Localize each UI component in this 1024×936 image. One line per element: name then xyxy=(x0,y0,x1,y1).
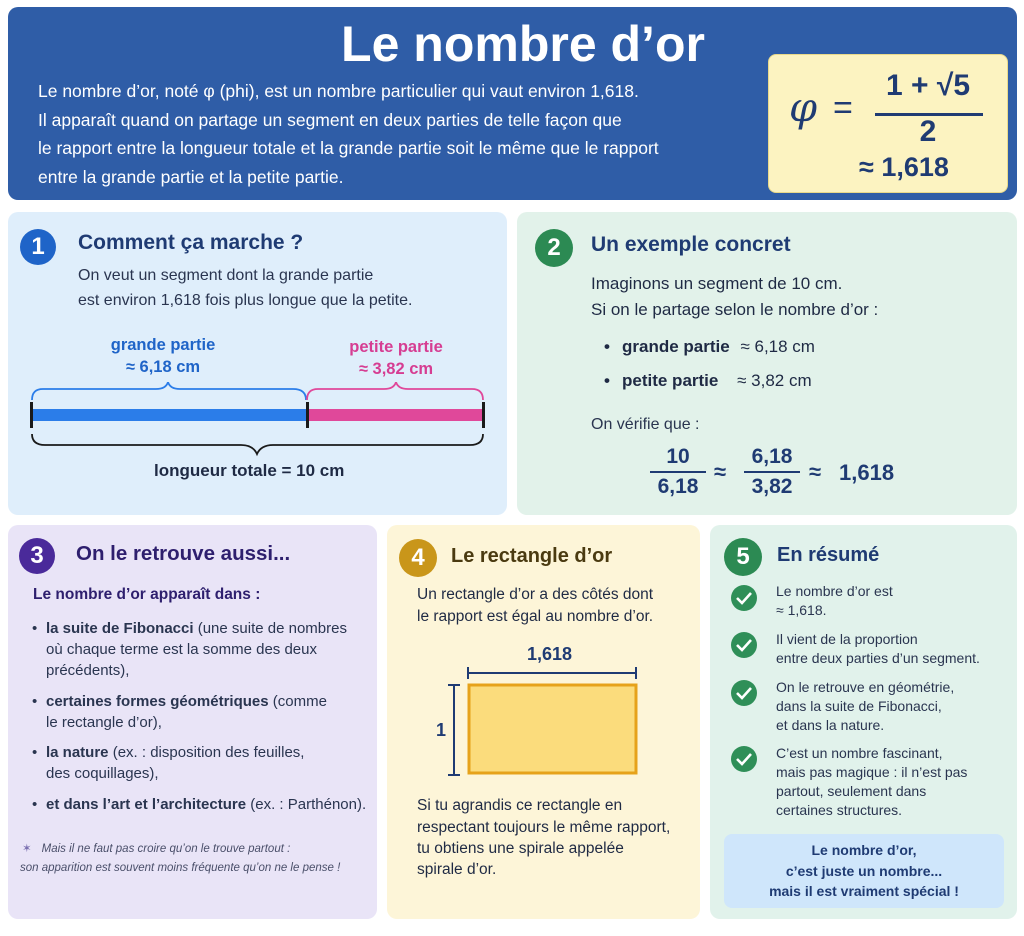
section-text-line: est environ 1,618 fois plus longue que la petite. xyxy=(78,292,413,309)
callout-line: mais il est vraiment spécial ! xyxy=(769,883,959,899)
list-item-bold: la nature xyxy=(46,744,109,761)
intro-line: Il apparaît quand on partage un segment en deux parties de telle façon que xyxy=(38,109,622,130)
equals-sign: = xyxy=(833,89,853,127)
section-title: Comment ça marche ? xyxy=(78,231,304,254)
formula-numerator: 1 + √5 xyxy=(885,69,971,102)
list-item-text: (ex. : Parthénon). xyxy=(246,796,367,813)
rectangle-height-label: 1 xyxy=(436,720,447,740)
section-summary xyxy=(710,525,1017,919)
total-length-label: longueur totale = 10 cm xyxy=(154,461,345,480)
petite-partie-value: ≈ 3,82 cm xyxy=(358,360,434,378)
fraction-bar xyxy=(650,471,706,473)
section-text-line: Si tu agrandis ce rectangle en xyxy=(417,797,623,814)
formula-denominator: 2 xyxy=(919,115,937,148)
summary-line: dans la suite de Fibonacci, xyxy=(776,698,942,714)
list-item-text: (une suite de nombres xyxy=(193,620,347,637)
petite-segment xyxy=(307,409,483,421)
check-icon xyxy=(731,746,757,772)
formula-approx: ≈ 1,618 xyxy=(859,152,949,182)
section-number-badge: 5 xyxy=(724,538,762,576)
petite-partie-name: petite partie xyxy=(349,338,443,356)
list-item-bold: et dans l’art et l’architecture xyxy=(46,796,247,813)
list-item-text: le rectangle d’or), xyxy=(46,714,162,731)
summary-callout xyxy=(724,834,1004,908)
warning-note xyxy=(20,840,340,878)
summary-line: Il vient de la proportion xyxy=(776,631,918,647)
list-item-bold: certaines formes géométriques xyxy=(46,693,269,710)
fraction-numerator: 6,18 xyxy=(751,445,793,468)
check-icon xyxy=(731,680,757,706)
result-value: 1,618 xyxy=(839,460,895,485)
list-item-art xyxy=(46,794,376,815)
intro-line: le rapport entre la longueur totale et la grande partie soit le même que le rapport xyxy=(38,138,659,158)
summary-line: partout, seulement dans xyxy=(776,783,927,799)
petite-brace xyxy=(307,382,483,400)
section-text-line: le rapport est égal au nombre d’or. xyxy=(417,608,654,625)
section-text-line: Imaginons un segment de 10 cm. xyxy=(591,274,843,293)
summary-line: entre deux parties d’un segment. xyxy=(776,650,980,666)
list-item-text: des coquillages), xyxy=(46,765,159,782)
section-title: En résumé xyxy=(777,544,880,566)
list-item-nature xyxy=(46,742,366,784)
summary-line: mais pas magique : il n’est pas xyxy=(776,764,968,780)
phi-symbol: φ xyxy=(789,85,818,131)
fraction-10-over-618 xyxy=(650,445,706,499)
intro-line: entre la grande partie et la petite partie. xyxy=(38,166,344,187)
grande-partie-value: ≈ 6,18 cm xyxy=(125,358,201,376)
golden-rectangle-diagram xyxy=(445,665,705,795)
summary-line: ≈ 1,618. xyxy=(776,602,827,618)
bullet-label: petite partie xyxy=(622,371,719,390)
section-subtitle: Le nombre d’or apparaît dans : xyxy=(33,586,261,603)
section-golden-rectangle xyxy=(387,525,700,919)
list-item-text: précédents), xyxy=(46,662,130,679)
section-number-badge: 1 xyxy=(20,229,56,265)
golden-rectangle xyxy=(469,685,636,773)
total-brace xyxy=(32,434,483,454)
section-text-line: Si on le partage selon le nombre d’or : xyxy=(591,300,879,319)
list-item-fibonacci xyxy=(46,618,366,681)
check-icon xyxy=(731,632,757,658)
callout-line: c’est juste un nombre... xyxy=(785,862,943,879)
fraction-numerator: 10 xyxy=(666,445,690,468)
check-icon xyxy=(731,585,757,611)
section-number-badge: 3 xyxy=(19,538,55,574)
section-title: On le retrouve aussi... xyxy=(76,542,291,565)
summary-item xyxy=(776,744,967,820)
section-text-line: tu obtiens une spirale appelée xyxy=(417,840,624,857)
segment-tick-middle xyxy=(306,402,309,428)
section-how-it-works xyxy=(8,212,507,515)
list-item-text: (comme xyxy=(268,693,327,710)
section-also-found xyxy=(8,525,377,919)
segment-tick-left xyxy=(30,402,33,428)
golden-segment-diagram xyxy=(23,382,493,462)
list-item-text: (ex. : disposition des feuilles, xyxy=(108,744,305,761)
section-text-line: respectant toujours le même rapport, xyxy=(417,819,671,836)
bullet-value: ≈ 6,18 cm xyxy=(740,337,815,356)
grande-partie-label xyxy=(88,334,238,378)
section-text-line: Un rectangle d’or a des côtés dont xyxy=(417,586,654,603)
formula-box xyxy=(768,54,1008,193)
approx-sign: ≈ xyxy=(714,459,727,484)
approx-sign: ≈ xyxy=(809,459,822,484)
summary-item xyxy=(776,630,980,668)
summary-line: Le nombre d’or est xyxy=(776,583,893,599)
list-item-geometry xyxy=(46,691,366,733)
fraction-618-over-382 xyxy=(744,445,800,499)
list-item-bold: la suite de Fibonacci xyxy=(46,620,194,637)
section-number-badge: 4 xyxy=(399,539,437,577)
section-text-line: On veut un segment dont la grande partie xyxy=(78,267,374,284)
sparkle-icon: ✶ xyxy=(22,843,32,855)
section-title: Un exemple concret xyxy=(591,233,791,256)
summary-line: certaines structures. xyxy=(776,802,903,818)
list-item-text: où chaque terme est la somme des deux xyxy=(46,641,317,658)
grande-segment xyxy=(32,409,307,421)
bullet-value: ≈ 3,82 cm xyxy=(737,371,812,390)
grande-brace xyxy=(32,382,306,400)
fraction-denominator: 3,82 xyxy=(751,475,793,498)
note-line: Mais il ne faut pas croire qu’on le trouve partout : xyxy=(41,843,291,855)
segment-tick-right xyxy=(482,402,485,428)
summary-line: C’est un nombre fascinant, xyxy=(776,745,943,761)
fraction-denominator: 6,18 xyxy=(657,475,699,498)
verify-label: On vérifie que : xyxy=(591,416,700,433)
section-number-badge: 2 xyxy=(535,229,573,267)
note-line: son apparition est souvent moins fréquente qu’on ne le pense ! xyxy=(20,862,341,874)
summary-item xyxy=(776,678,954,735)
summary-line: et dans la nature. xyxy=(776,717,885,733)
rectangle-width-label: 1,618 xyxy=(527,644,573,664)
summary-item xyxy=(776,582,893,620)
page-title: Le nombre d’or xyxy=(341,16,705,72)
grande-partie-name: grande partie xyxy=(110,336,216,354)
intro-text xyxy=(38,77,753,191)
section-title: Le rectangle d’or xyxy=(451,545,613,567)
header-banner xyxy=(8,7,1017,200)
bullet-grande-partie xyxy=(622,337,815,357)
fraction-bar xyxy=(744,471,800,473)
section-text-line: spirale d’or. xyxy=(417,861,497,878)
petite-partie-label xyxy=(321,336,471,380)
callout-line: Le nombre d’or, xyxy=(811,842,917,858)
intro-line: Le nombre d’or, noté φ (phi), est un nombre particulier qui vaut environ 1,618. xyxy=(38,81,639,101)
bullet-petite-partie xyxy=(622,371,812,391)
section-concrete-example xyxy=(517,212,1017,515)
summary-line: On le retrouve en géométrie, xyxy=(776,679,955,695)
bullet-label: grande partie xyxy=(622,337,730,356)
